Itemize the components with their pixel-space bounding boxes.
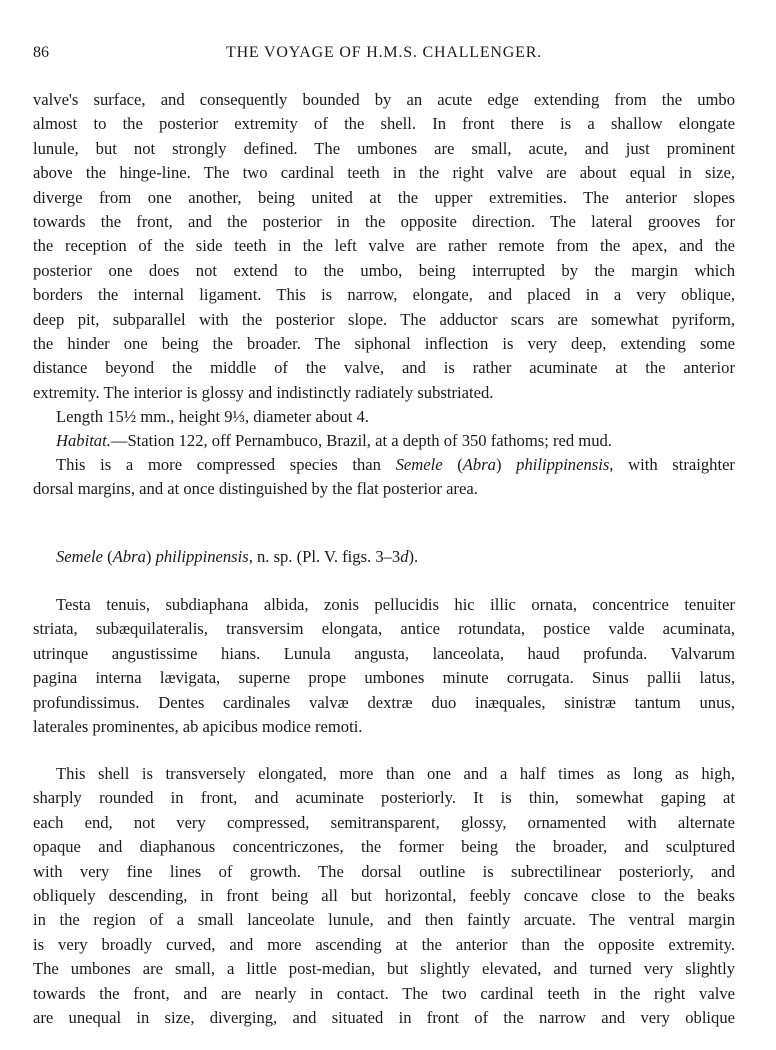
text-line: utrinque angustissime hians. Lunula angusta, lanceolata, haud profunda. Valvarum — [33, 643, 735, 663]
text-run: ( — [103, 547, 113, 566]
text-line: obliquely descending, in front being all but horizontal, feebly concave close to the beaks — [33, 885, 735, 905]
text-line — [33, 453, 735, 477]
text-line: above the hinge-line. The two cardinal teeth in the right valve are about equal in size, — [33, 163, 735, 183]
text-line: the reception of the side teeth in the left valve are rather remote from the apex, and the — [33, 236, 735, 256]
text-line: diverge from one another, being united at the upper extremities. The anterior slopes — [33, 187, 735, 207]
text-line: opaque and diaphanous concentriczones, the former being the broader, and sculptured — [33, 837, 735, 857]
text-line: distance beyond the middle of the valve, and is rather acuminate at the anterior — [33, 358, 735, 378]
text-line: striata, subæquilateralis, transversim elongata, antice rotundata, postice valde acuminata, — [33, 619, 735, 639]
text-line: lunule, but not strongly defined. The umbones are small, acute, and just prominent — [33, 138, 735, 158]
text-line: are unequal in size, diverging, and situated in front of the narrow and very oblique — [33, 1007, 735, 1027]
italic-text: Semele — [395, 455, 443, 474]
text-run: This is a more compressed species than — [56, 455, 396, 474]
text-run: , n. sp. (Pl. V. figs. 3–3 — [248, 547, 401, 566]
text-run: , with straighter — [609, 455, 735, 474]
italic-text: Habitat. — [56, 431, 111, 450]
text-line: The umbones are small, a little post-median, but slightly elevated, and turned very slightly — [33, 959, 735, 979]
text-line: profundissimus. Dentes cardinales valvæ dextræ duo inæquales, sinistræ tantum unus, — [33, 692, 735, 712]
text-line: Testa tenuis, subdiaphana albida, zonis pellucidis hic illic ornata, concentrice tenuiter — [56, 595, 735, 614]
italic-text: Semele — [56, 547, 103, 566]
text-line: dorsal margins, and at once distinguished by the flat posterior area. — [33, 479, 478, 499]
italic-text: philippinensis — [155, 547, 249, 566]
text-line: valve's surface, and consequently bounded by an acute edge extending from the umbo — [33, 90, 735, 109]
paragraph-comparison — [33, 453, 735, 502]
species-heading — [33, 545, 735, 569]
text-line: extremity. The interior is glossy and indistinctly radiately substriated. — [33, 382, 494, 402]
text-line: Length 15½ mm., height 9⅓, diameter about 4. — [56, 407, 369, 426]
text-run: ). — [408, 547, 419, 566]
text-line: borders the internal ligament. This is narrow, elongate, and placed in a very oblique, — [33, 285, 735, 305]
text-line: towards the front, and are nearly in contact. The two cardinal teeth in the right valve — [33, 983, 735, 1003]
italic-text: Abra — [462, 455, 496, 474]
text-line: almost to the posterior extremity of the shell. In front there is a shallow elongate — [33, 114, 735, 134]
text-line: sharply rounded in front, and acuminate posteriorly. It is thin, somewhat gaping at — [33, 788, 735, 808]
text-line: each end, not very compressed, semitransparent, glossy, ornamented with alternate — [33, 812, 735, 832]
text-line: pagina interna lævigata, superne prope umbones minute corrugata. Sinus pallii latus, — [33, 668, 735, 688]
text-line: is very broadly curved, and more ascending at the anterior than the opposite extremity. — [33, 934, 735, 954]
text-run: —Station 122, off Pernambuco, Brazil, at a depth of 350 fathoms; red mud. — [110, 431, 612, 450]
text-run: ( — [442, 455, 463, 474]
paragraph-description-continued — [33, 88, 735, 405]
paragraph-latin-diagnosis — [33, 593, 735, 739]
paragraph-english-description — [33, 762, 735, 1030]
text-line — [33, 429, 735, 453]
text-line: in the region of a small lanceolate lunule, and then faintly arcuate. The ventral margin — [33, 910, 735, 930]
italic-text: philippinensis — [516, 455, 610, 474]
text-line: towards the front, and the posterior in the opposite direction. The lateral grooves for — [33, 211, 735, 231]
paragraph-measurements — [33, 405, 735, 429]
text-run: ) — [145, 547, 156, 566]
italic-text: Abra — [112, 547, 146, 566]
page-number: 86 — [33, 44, 49, 61]
text-line: posterior one does not extend to the umbo, being interrupted by the margin which — [33, 260, 735, 280]
italic-text: d — [400, 547, 409, 566]
text-run: ) — [495, 455, 517, 474]
text-line: the hinder one being the broader. The siphonal inflection is very deep, extending some — [33, 333, 735, 353]
running-title: THE VOYAGE OF H.M.S. CHALLENGER. — [226, 44, 542, 61]
paragraph-habitat — [33, 429, 735, 453]
text-line: laterales prominentes, ab apicibus modice remoti. — [33, 716, 363, 736]
page-header — [33, 44, 735, 68]
text-line: with very fine lines of growth. The dorsal outline is subrectilinear posteriorly, and — [33, 861, 735, 881]
text-line — [33, 545, 735, 569]
text-line: deep pit, subparallel with the posterior slope. The adductor scars are somewhat pyriform, — [33, 309, 735, 329]
text-line: This shell is transversely elongated, more than one and a half times as long as high, — [56, 764, 735, 783]
